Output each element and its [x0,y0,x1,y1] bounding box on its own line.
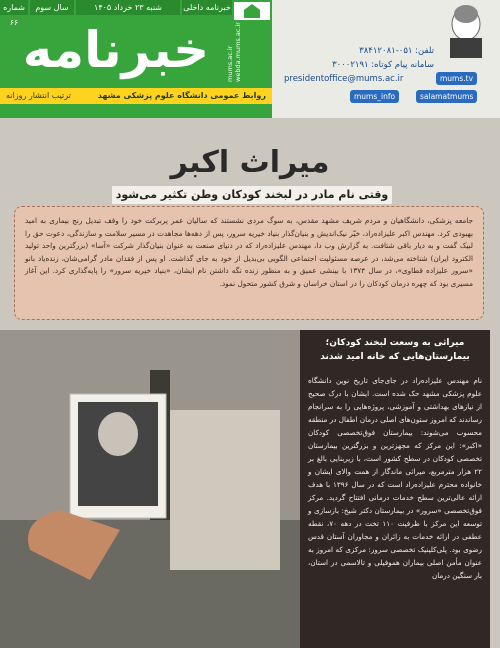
article-subtitle: وقتی نام مادر در لبخند کودکان وطن تکثیر می‌شود [112,186,392,204]
article-lead: جامعه پزشکی، دانشگاهیان و مردم شریف مشهد مقدس، به سوگ مردی نشستند که سالیان عمر پربرکت خود را وقف تبدیل رنج بیماری به امید بهبودی کرد. مهندس اکبر علیزاده‌راد، خیّر نیک‌اندیش و بنیان‌گذار بنیاد خیریه سرور، پس از دهه‌ها مجاهدت در مسیر سلامت و سازندگی، دعوت حق را لبیک گفت و به دیار باقی شتافت. به گزارش وب دا، مهندس علیزاده‌راد که در دنیای صنعت به عنوان بنیان‌گذار شرکت «آسا» (بزرگترین واحد تولید الکترود ایران) شناخته می‌شد، در عرصه مسئولیت اجتماعی الگویی بی‌بدیل از خود به جای گذاشت. او پس از فقدان مادر گرامی‌شان، زنده‌یاد بانو «سرور علیزاده قطاوی»، در سال ۱۳۷۴ با بینشی عمیق و به منظور زنده نگه داشتن نام ایشان، «بنیاد خیریه سرور» را پایه‌گذاری کرد. این آغاز مسیری بود که چهره درمان کودکان را در استان خراسان و شرق کشور متحول نمود. [14,206,484,320]
issue-number: شماره ۶۶ [0,0,28,15]
masthead-header [0,0,500,118]
email-line[interactable]: presidentoffice@mums.ac.ir [284,74,404,84]
masthead-subtitle-bar [0,88,272,104]
publisher-name: روابط عمومی دانشگاه علوم پزشکی مشهد [97,91,266,100]
date-label: شنبه ۲۳ خرداد ۱۴۰۵ [76,0,180,15]
sidebar-text: نام مهندس علیزاده‌راد در جای‌جای تاریخ نوین دانشگاه علوم پزشکی مشهد حک شده است. ایشان با درک صحیح از نیازهای بهداشتی و آموزشی، پروژه‌هایی را به سرانجام رساندند که امروز ستون‌های اصلی درمان اطفال در منطقه محسوب می‌شوند: بیمارستان فوق‌تخصصی کودکان «اکبر»: این مرکز که مجهزترین و بزرگترین بیمارستان تخصصی کودکان در سطح کشور است، با زیربنایی بالغ بر ۲۲ هزار مترمربع، میراثی ماندگار از همت والای ایشان و خانواده محترم علیزاده‌راد است که در سال ۱۳۹۶ با هدف ارائه عالی‌ترین سطح خدمات درمانی افتتاح گردید. مرکز فوق‌تخصصی «سرور» در بیمارستان دکتر شیخ: بازسازی و توسعه این مرکز با ظرفیت ۱۱۰ تخت در دهه ۷۰، نقطه عطفی در ارائه خدمات به زائران و مجاوران آستان قدس رضوی بود. پلی‌کلینیک تخصصی سرور: مرکزی که امروز به عنوان مأمن اصلی بیماران هموفیلی و تالاسمی در استان، بار سنگین درمان [308,376,482,580]
tv-link[interactable]: mums.tv [436,72,477,85]
masthead-title: خبرنامه [22,21,210,79]
sidebar-box [300,330,490,648]
news-tag: خبرنامه داخلی [182,0,232,15]
publication-frequency: ترتیب انتشار روزانه [6,91,71,100]
contact-block [284,44,434,86]
website-url[interactable]: mums.ac.ir webda.mums.ac.ir [226,22,242,82]
article-photo [0,330,300,648]
sms-line: سامانه پیام کوتاه: ۳۰۰۰۲۱۹۱ [332,60,434,70]
year-label: سال سوم [30,0,74,15]
portrait-illustration-icon [432,0,500,58]
info-link[interactable]: mums_info [350,90,399,103]
university-logo-icon [234,2,270,20]
telegram-link[interactable]: salamatmums [416,90,477,103]
phone-line: تلفن: ۰۵۱-۳۸۴۱۲۰۸۱ [359,46,434,56]
sidebar-heading: میراثی به وسعت لبخند کودکان؛ بیمارستان‌هایی که خانه امید شدند [320,338,470,362]
article-title: میراث اکبر [170,145,330,180]
